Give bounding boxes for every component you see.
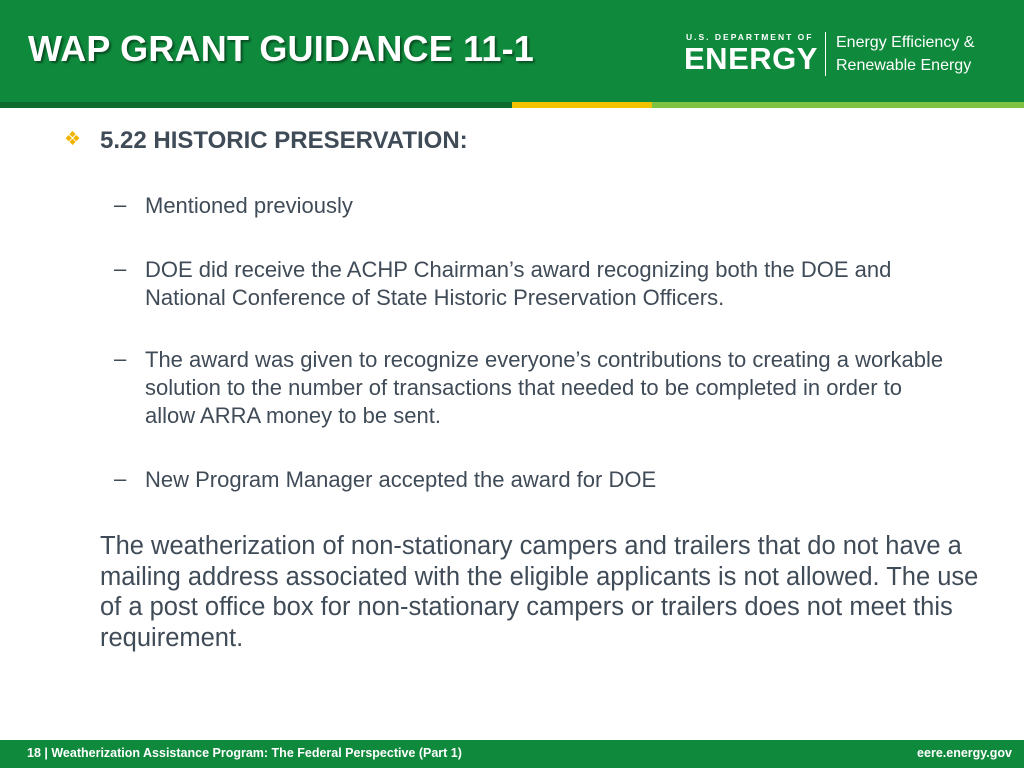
doe-department-line: U.S. DEPARTMENT OF <box>686 32 814 42</box>
dash-marker: – <box>114 346 127 371</box>
dash-marker: – <box>114 466 127 491</box>
dash-marker: – <box>114 192 127 217</box>
slide-footer <box>0 740 1024 768</box>
accent-stripe-yellow <box>512 102 652 108</box>
slide-title: WAP GRANT GUIDANCE 11-1 <box>28 28 535 69</box>
doe-energy-wordmark: ENERGY <box>684 41 818 76</box>
eere-line-1: Energy Efficiency & <box>836 34 975 51</box>
sub-bullet: The award was given to recognize everyone’s contributions to creating a workable solution to the number of transactions that needed to be completed in order to allow ARRA money to be sent. <box>145 347 944 428</box>
footer-slide-info: 18 | Weatherization Assistance Program: The Federal Perspective (Part 1) <box>27 746 462 760</box>
footer-website: eere.energy.gov <box>917 746 1012 760</box>
dash-marker: – <box>114 256 127 281</box>
eere-line-2: Renewable Energy <box>836 57 972 74</box>
accent-stripe-dark-green <box>0 102 512 108</box>
four-diamond-bullet-icon: ❖ <box>64 129 82 150</box>
body-paragraph: The weatherization of non-stationary campers and trailers that do not have a mailing address associated with the eligible applicants is not allowed. The use of a post office box for non-stationary campers or trailers does not meet this requirement. <box>100 532 979 652</box>
doe-logo <box>684 32 818 76</box>
sub-bullet: DOE did receive the ACHP Chairman’s award recognizing both the DOE and National Conference of State Historic Preservation Officers. <box>145 257 892 310</box>
section-heading: 5.22 HISTORIC PRESERVATION: <box>100 127 468 154</box>
logo-divider <box>825 32 826 76</box>
eere-office-name <box>836 31 974 77</box>
accent-stripe-light-green <box>652 102 1024 108</box>
sub-bullet: Mentioned previously <box>145 193 353 218</box>
sub-bullet: New Program Manager accepted the award for DOE <box>145 467 657 492</box>
slide-header <box>0 0 1024 102</box>
